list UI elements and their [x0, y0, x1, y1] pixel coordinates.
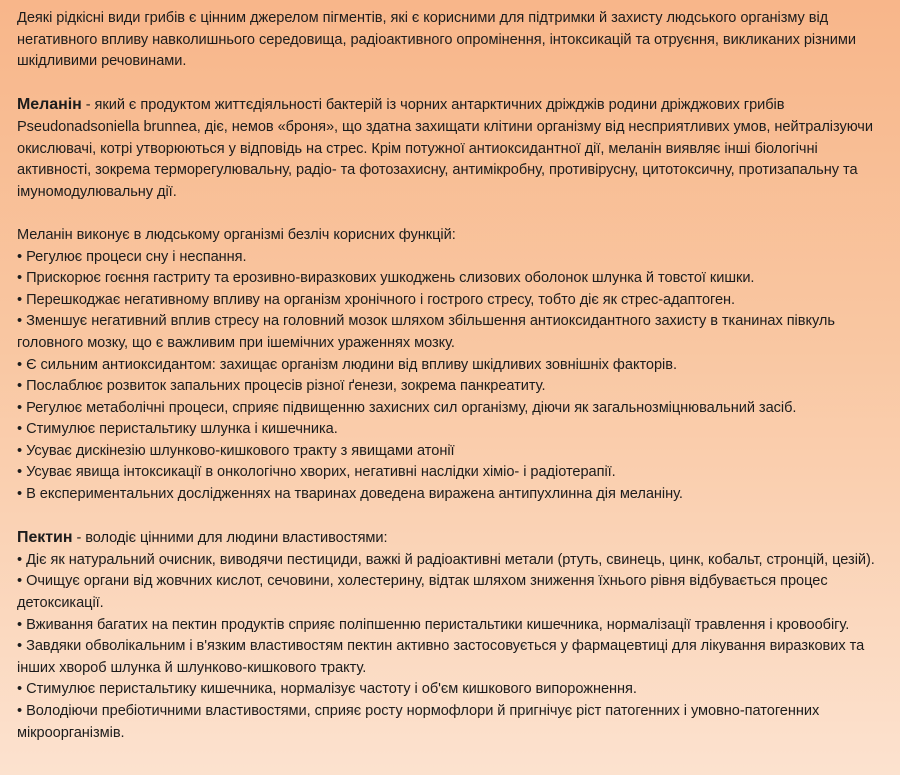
- melanin-functions-list: [17, 247, 886, 506]
- list-item-text: Діє як натуральний очисник, виводячи пестициди, важкі й радіоактивні метали (ртуть, свинець, цинк, кобальт, стронцій, цезій).: [26, 551, 875, 568]
- list-item: [17, 398, 886, 420]
- bullet-marker: •: [17, 486, 27, 503]
- list-item: [17, 636, 886, 679]
- list-item: [17, 355, 886, 377]
- list-item-text: Регулює метаболічні процеси, сприяє підвищенню захисних сил організму, діючи як загальнозміцнювальний засіб.: [26, 399, 797, 416]
- list-item-text: Є сильним антиоксидантом: захищає організм людини від впливу шкідливих зовнішніх факторів.: [26, 356, 677, 373]
- melanin-term: Меланін: [17, 96, 82, 114]
- list-item: [17, 462, 886, 484]
- list-item-text: Прискорює гоєння гастриту та ерозивно-виразкових ушкоджень слизових оболонок шлунка й товстої кишки.: [26, 270, 755, 287]
- bullet-marker: •: [17, 616, 27, 633]
- list-item-text: Володіючи пребіотичними властивостями, сприяє росту нормофлори й пригнічує ріст патогенних і умовно-патогенних мікроорганізмів.: [17, 703, 820, 741]
- list-item-text: Стимулює перистальтику кишечника, нормалізує частоту і об'єм кишкового випорожнення.: [26, 681, 637, 698]
- bullet-marker: •: [17, 270, 27, 287]
- list-item: [17, 679, 886, 701]
- pectin-paragraph: [17, 527, 886, 550]
- melanin-functions-intro: Меланін виконує в людському організмі безліч корисних функцій:: [17, 226, 456, 243]
- bullet-marker: •: [17, 399, 27, 416]
- bullet-marker: •: [17, 313, 27, 330]
- bullet-marker: •: [17, 464, 27, 481]
- list-item: [17, 615, 886, 637]
- melanin-paragraph: [17, 94, 886, 203]
- bullet-marker: •: [17, 703, 27, 719]
- list-item-text: Вживання багатих на пектин продуктів сприяє поліпшенню перистальтики кишечника, нормалізації травлення і кровообігу.: [26, 616, 850, 633]
- list-item-text: Перешкоджає негативному впливу на організм хронічного і гострого стресу, тобто діє як стрес-адаптоген.: [26, 291, 736, 308]
- list-item-text: Усуває дискінезію шлунково-кишкового тракту з явищами атонії: [26, 442, 455, 459]
- list-item: [17, 701, 886, 744]
- list-item: [17, 419, 886, 441]
- bullet-marker: •: [17, 356, 27, 373]
- list-item: [17, 484, 886, 506]
- bullet-marker: •: [17, 421, 27, 438]
- pectin-term: Пектин: [17, 529, 73, 547]
- pectin-properties-list: [17, 550, 886, 744]
- paragraph-gap: [17, 203, 886, 225]
- intro-paragraph: Деякі рідкісні види грибів є цінним джерелом пігментів, які є корисними для підтримки й захисту людського організму від негативного впливу навколишнього середовища, радіоактивного опромінення, інтоксикацій та отруєння, викликаних різними шкідливими речовинами.: [17, 10, 856, 70]
- bullet-marker: •: [17, 638, 27, 655]
- list-item-text: Усуває явища інтоксикації в онкологічно хворих, негативні наслідки хіміо- і радіотерапії.: [26, 464, 616, 481]
- paragraph-gap: [17, 506, 886, 528]
- list-item: [17, 550, 886, 572]
- bullet-marker: •: [17, 378, 27, 395]
- bullet-marker: •: [17, 681, 27, 698]
- list-item-text: Стимулює перистальтику шлунка і кишечника.: [26, 421, 338, 438]
- list-item: [17, 247, 886, 269]
- bullet-marker: •: [17, 442, 27, 459]
- bullet-marker: •: [17, 551, 27, 568]
- list-item-text: Регулює процеси сну і неспання.: [26, 248, 247, 265]
- bullet-marker: •: [17, 248, 27, 265]
- list-item: [17, 571, 886, 614]
- list-item-text: Очищує органи від жовчних кислот, сечовини, холестерину, відтак шляхом зниження їхнього рівня відбувається процес детоксикації.: [17, 573, 828, 612]
- pectin-description: - володіє цінними для людини властивостями:: [72, 530, 388, 547]
- list-item: [17, 441, 886, 463]
- list-item: [17, 376, 886, 398]
- list-item: [17, 311, 886, 354]
- list-item-text: Послаблює розвиток запальних процесів різної ґенези, зокрема панкреатиту.: [26, 378, 546, 395]
- list-item-text: В експериментальних дослідженнях на тваринах доведена виражена антипухлинна дія меланіну.: [26, 486, 683, 503]
- list-item: [17, 268, 886, 290]
- paragraph-gap: [17, 73, 886, 95]
- list-item-text: Завдяки обволікальним і в'язким властивостям пектин активно застосовується у фармацевтиці для лікування виразкових та інших хвороб шлунка й шлунково-кишкового тракту.: [17, 638, 865, 676]
- list-item-text: Зменшує негативний вплив стресу на головний мозок шляхом збільшення антиоксидантного захисту в тканинах півкуль головного мозку, що є важливим при ішемічних ураженнях мозку.: [17, 313, 835, 351]
- melanin-description: - який є продуктом життєдіяльності бактерій із чорних антарктичних дріжджів родини дріжджових грибів Pseudonadsoniella brunnea, діє, немов «броня», що здатна захищати клітини організму від несприятливих умов, нейтралізуючи окислювачі, котрі утворюються у відповідь на стрес. Крім потужної антиоксидантної дії, меланін виявляє інші біологічні активності, зокрема терморегулювальну, радіо- та фотозахисну, антимікробну, противірусну, цитотоксичну, протизапальну та імуномодулювальну дії.: [17, 97, 873, 200]
- list-item: [17, 290, 886, 312]
- bullet-marker: •: [17, 291, 27, 308]
- bullet-marker: •: [17, 573, 27, 590]
